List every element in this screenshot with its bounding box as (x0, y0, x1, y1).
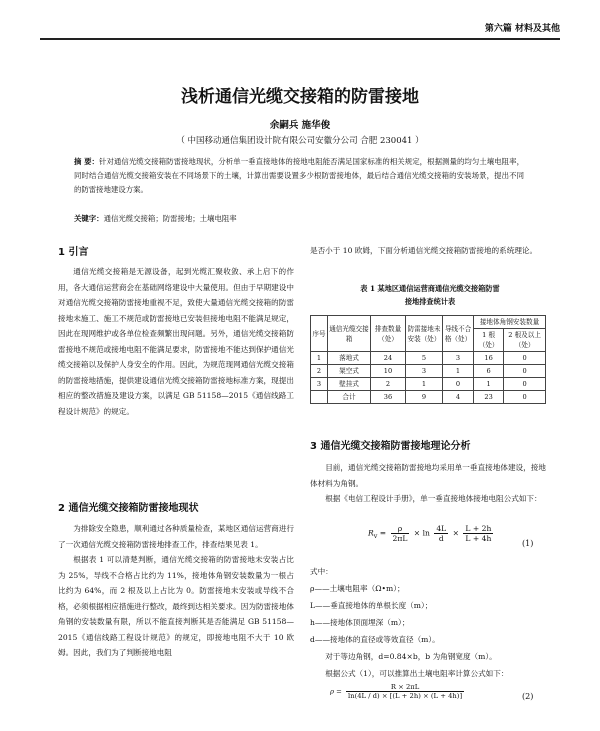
paper-authors: 余嗣兵 施华俊 (269, 120, 331, 131)
eq1-times: × (452, 528, 459, 538)
abstract-label: 摘 要： (74, 157, 100, 166)
equation-1: $R_v$ = $\frac{\rho}{2\pi L}$ × ln $\frac{4L}{d}$ × $\frac{L + 2h}{L + 4h}$ (368, 524, 492, 543)
cell: 0 (443, 378, 474, 391)
th-type: 通信光缆交接箱 (328, 316, 371, 352)
cell: 1 (443, 365, 474, 378)
def-rho: ρ——土壤电阻率（Ω•m）； (310, 584, 405, 593)
table-1-caption-line-1: 表 1 某地区通信运营商通信光缆交接箱防雷 (360, 284, 500, 293)
cell: 16 (474, 352, 504, 365)
eq1-lhs-sub: v (373, 533, 378, 541)
cell: 落地式 (328, 352, 371, 365)
cell: 5 (406, 352, 443, 365)
cell: 24 (371, 352, 406, 365)
paper-title: 浅析通信光缆交接箱的防雷接地 (181, 87, 419, 107)
th-count: 排查数量（处） (371, 316, 406, 352)
section-3-paragraph-2: 根据《电信工程设计手册》，单一垂直接地体接地电阻公式如下： (325, 494, 542, 503)
keywords-text: 通信光缆交接箱；防雷接地；土壤电阻率 (103, 214, 237, 223)
table-row-total (311, 391, 546, 404)
equation-2-intro: 根据公式（1），可以推算出土壤电阻率计算公式如下： (325, 669, 509, 678)
cell: 1 (406, 378, 443, 391)
running-header (40, 18, 560, 40)
equation-definitions (310, 563, 546, 682)
eq1-fraction-2 (434, 524, 448, 543)
cell: 0 (504, 352, 546, 365)
th-steel-group: 接地体角钢安装数量 (474, 316, 546, 329)
eq1-f2-num: 4L (436, 524, 447, 533)
cell: 3 (406, 365, 443, 378)
cell: 10 (371, 365, 406, 378)
eq1-f1-num: ρ (391, 524, 410, 534)
table-1-caption-line-2: 接地排查统计表 (404, 297, 456, 306)
keywords (74, 213, 524, 224)
cell: 36 (371, 391, 406, 404)
cell: 1 (474, 378, 504, 391)
def-h: h——接地体顶面埋深（m）； (310, 618, 410, 627)
def-L: L——垂直接地体的单根长度（m）； (310, 601, 433, 610)
definitions-intro: 式中： (310, 567, 333, 576)
eq2-denominator: ln(4L / d) × [(L + 2h) × (L + 4h)] (348, 692, 463, 700)
section-1-paragraph: 通信光缆交接箱是无源设备，起到光缆汇聚收敛、承上启下的作用，各大通信运营商会在基础网络建设中大量使用。但由于早期建设中对通信光缆交接箱防雷接地重视不足，致使大量通信光缆交接箱的防雷接地未施工、施工不规范或防雷接地已安装但接地电阻不能满足规定，因此在现网维护或各单位检查频繁出现问题。另外，通信光缆交接箱防雷接地不规范或接地电阻不能满足要求，防雷接地不能达到保护通信光缆交接箱以及保护人身安全的作用。因此，为规范现网通信光缆交接箱的防雷接地措施，提供建设通信光缆交接箱防雷接地标准方案，现提出相应的整改措施及建设方案，以满足 GB 51158—2015《通信线路工程设计规范》的规定。 (58, 267, 294, 416)
table-row (311, 378, 546, 391)
def-angle-steel: 对于等边角钢，d=0.84×b，b 为角钢宽度（m）。 (325, 652, 497, 661)
cell: 0 (504, 365, 546, 378)
section-3-body (310, 460, 546, 507)
paper-affiliation: （ 中国移动通信集团设计院有限公司安徽分公司 合肥 230041 ） (176, 136, 424, 146)
cell: 6 (474, 365, 504, 378)
section-2-title: 2 通信光缆交接箱防雷接地现状 (58, 503, 199, 514)
abstract (74, 155, 524, 197)
running-title: 第六篇 材料及其他 (484, 24, 560, 34)
cell: 2 (311, 365, 328, 378)
continuation-paragraph: 是否小于 10 欧姆，下面分析通信光缆交接箱防雷接地的系统理论。 (310, 246, 538, 255)
equation-1-number: (1) (522, 539, 534, 548)
cell: 架空式 (328, 365, 371, 378)
equation-2-number: (2) (522, 692, 534, 701)
cell: 3 (443, 352, 474, 365)
th-one: 1 根（处） (474, 329, 504, 352)
eq1-f3-den: L + 4h (465, 534, 492, 543)
right-continuation (310, 243, 546, 259)
equation-2 (330, 683, 466, 700)
th-no: 序号 (311, 316, 328, 352)
eq1-ln: × ln (413, 528, 430, 538)
table-1-caption (320, 282, 540, 308)
cell: 4 (443, 391, 474, 404)
section-1-title: 1 引言 (58, 247, 89, 258)
th-wire-bad: 导线不合格（处） (443, 316, 474, 352)
eq1-f2-den: d (438, 534, 444, 543)
section-2-paragraph-1: 为排除安全隐患，顺利通过各种质量检查，某地区通信运营商进行了一次通信光缆交接箱防雷接地排查工作，排查结果见表 1。 (58, 524, 294, 549)
eq2-fraction (346, 683, 464, 700)
eq2-numerator (346, 683, 464, 692)
section-2-body (58, 521, 294, 661)
cell: 0 (504, 391, 546, 404)
th-two-plus: 2 根及以上（处） (504, 329, 546, 352)
th-not-installed: 防雷接地未安装（处） (406, 316, 443, 352)
section-3-title: 3 通信光缆交接箱防雷接地理论分析 (310, 441, 471, 452)
eq1-fraction-1 (391, 524, 410, 543)
abstract-text: 针对通信光缆交接箱防雷接地现状，分析单一垂直接地体的接地电阻能否满足国家标准的相关规定，根据测量的均匀土壤电阻率，同时结合通信光缆交接箱安装在不同场景下的土壤，计算出需要设置多少根防雷接地体，最后结合通信光缆交接箱的安装场景，提出不同的防雷接地建设方案。 (74, 157, 524, 194)
table-row (311, 352, 546, 365)
table-1 (310, 315, 546, 404)
eq1-lhs: R (368, 528, 374, 538)
cell (311, 391, 328, 404)
eq1-f3-num: L + 2h (465, 524, 492, 533)
table-row (311, 365, 546, 378)
section-1-body (58, 264, 294, 419)
cell: 2 (371, 378, 406, 391)
keywords-label: 关键字： (74, 214, 104, 223)
cell: 23 (474, 391, 504, 404)
cell: 0 (504, 378, 546, 391)
cell: 1 (311, 352, 328, 365)
cell: 3 (311, 378, 328, 391)
cell: 壁挂式 (328, 378, 371, 391)
eq1-f1-den: 2πL (392, 534, 408, 543)
def-d: d——接地体的直径或等效直径（m）。 (310, 635, 440, 644)
eq2-lhs: ρ = (330, 687, 342, 696)
eq2-num-text: R × 2πL (390, 683, 420, 691)
section-2-paragraph-2: 根据表 1 可以清楚判断，通信光缆交接箱的防雷接地未安装占比为 25%，导线不合格占比约为 11%，接地体角钢安装数量为一根占比约为 64%，而 2 根及以上占比为 0。防雷接地未安装或导线不合格，必须根据相应措施进行整改，最终到达相关要求。因为防雷接地体角钢的安装数量有限，所以不能直接判断其是否能满足 GB 51158—2015《通信线路工程设计规范》的规定，即接地电阻不大于 10 欧姆。因此，我们为了判断接地电阻 (58, 555, 294, 657)
cell: 合计 (328, 391, 371, 404)
section-3-paragraph-1: 目前，通信光缆交接箱防雷接地均采用单一垂直接地体建设，接地体材料为角钢。 (310, 463, 546, 488)
cell: 9 (406, 391, 443, 404)
eq1-fraction-3 (463, 524, 493, 543)
